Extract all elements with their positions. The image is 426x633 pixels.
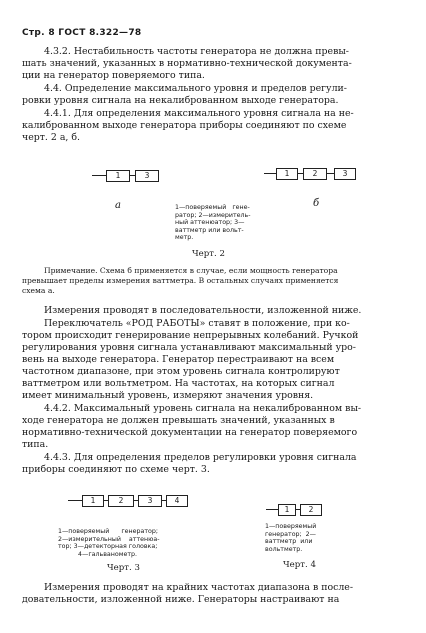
para-4-4-2-line-2: ходе генератора не должен превышать значений, указанных в	[22, 415, 335, 426]
fig4-block-1: 1	[278, 504, 296, 516]
para-4-3-2-line-1: 4.3.2. Нестабильность частоты генератора не должна превы-	[44, 46, 349, 57]
para-4-4-1-line-1: 4.4.1. Для определения максимального уровня сигнала на не-	[44, 108, 354, 119]
note-line-3: схема а.	[22, 286, 55, 295]
fig3-block-1: 1	[82, 495, 104, 507]
fig2-legend: 1—поверяемый гене- ратор; 2—измеритель- ный аттенюатор; 3— ваттметр или вольт- метр.	[175, 204, 251, 242]
measure-line-3: тором происходит генерирование непрерывных колебаний. Ручкой	[22, 330, 359, 341]
fig2-label-b: б	[313, 198, 320, 209]
para-4-4-1-line-2: калиброванном выходе генератора приборы соединяют по схеме	[22, 120, 347, 131]
measure-line-2: Переключатель «РОД РАБОТЫ» ставят в положение, при ко-	[44, 318, 350, 329]
fig2b-block-2: 2	[303, 168, 327, 180]
fig3-caption: Черт. 3	[107, 563, 140, 573]
fig3-block-3: 3	[138, 495, 162, 507]
fig4-block-2: 2	[300, 504, 322, 516]
para-4-4-3-line-1: 4.4.3. Для определения пределов регулировки уровня сигнала	[44, 452, 357, 463]
fig3-legend: 1—поверяемый генератор; 2—измерительный аттенюа- тор; 3—детекторная головка; 4—гальванометр.	[58, 528, 160, 558]
measure-line-8: имеет минимальный уровень, измеряют значения уровня.	[22, 390, 314, 401]
fig2b-block-3: 3	[334, 168, 356, 180]
fig2b-wire-in	[264, 173, 276, 174]
para-4-4-2-line-4: типа.	[22, 439, 49, 450]
note-line-2: превышает пределы измерения ваттметра. В остальных случаях применяется	[22, 276, 339, 285]
para-4-4-line-2: ровки уровня сигнала на некалиброванном выходе генератора.	[22, 95, 339, 106]
measure-line-7: ваттметром или вольтметром. На частотах, на которых сигнал	[22, 378, 335, 389]
fig4-legend: 1—поверяемый генератор; 2— ваттметр или вольтметр.	[265, 523, 317, 553]
para-4-4-line-1: 4.4. Определение максимального уровня и пределов регули-	[44, 83, 347, 94]
measure-line-4: регулирования уровня сигнала устанавливают максимальный уро-	[22, 342, 356, 353]
fig2-caption: Черт. 2	[192, 249, 225, 259]
fig2b-block-1: 1	[276, 168, 298, 180]
fig4-caption: Черт. 4	[283, 560, 316, 570]
fig2a-block-1: 1	[106, 170, 130, 182]
final-line-1: Измерения проводят на крайних частотах диапазона в после-	[44, 582, 354, 593]
fig3-block-2: 2	[108, 495, 134, 507]
final-line-2: довательности, изложенной ниже. Генераторы настраивают на	[22, 594, 340, 605]
fig2-label-a: а	[115, 200, 121, 211]
fig3-wire-in	[68, 500, 82, 501]
fig2a-block-3: 3	[135, 170, 159, 182]
para-4-4-1-line-3: черт. 2 а, б.	[22, 132, 81, 143]
fig2a-wire-in	[92, 175, 106, 176]
measure-line-6: частотном диапазоне, при этом уровень сигнала контролируют	[22, 366, 340, 377]
page-header: Стр. 8 ГОСТ 8.322—78	[22, 28, 142, 38]
para-4-4-3-line-2: приборы соединяют по схеме черт. 3.	[22, 464, 210, 475]
fig2b-wire-2-3	[326, 173, 334, 174]
para-4-3-2-line-2: шать значений, указанных в нормативно-технической документа-	[22, 58, 352, 69]
para-4-3-2-line-3: ции на генератор поверяемого типа.	[22, 70, 205, 81]
note-line-1: Примечание. Схема б применяется в случае, если мощность генератора	[44, 266, 338, 275]
measure-line-1: Измерения проводят в последовательности, изложенной ниже.	[44, 305, 362, 316]
fig3-block-4: 4	[166, 495, 188, 507]
measure-line-5: вень на выходе генератора. Генератор перестраивают на всем	[22, 354, 335, 365]
fig4-wire-in	[266, 509, 278, 510]
para-4-4-2-line-3: нормативно-технической документации на генератор поверяемого	[22, 427, 358, 438]
para-4-4-2-line-1: 4.4.2. Максимальный уровень сигнала на некалиброванном вы-	[44, 403, 362, 414]
